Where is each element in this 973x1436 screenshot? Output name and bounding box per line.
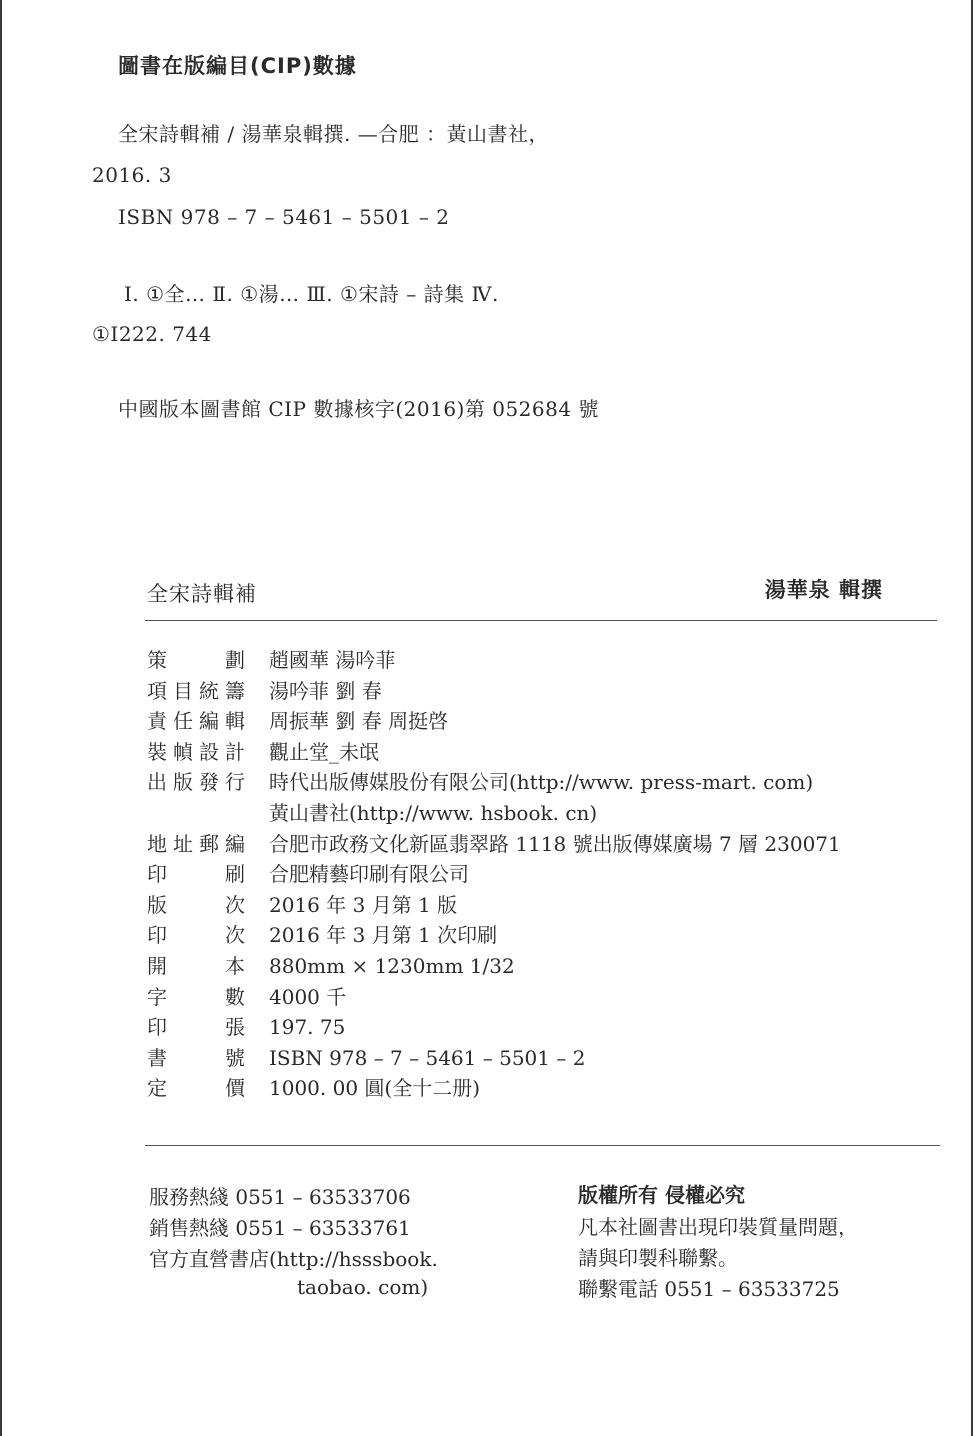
info-label-char: 次 [225,923,245,948]
info-label [147,1043,245,1073]
info-label-char: 開 [147,954,167,978]
info-label [147,859,245,889]
cip-line: 2016. 3 [92,163,172,187]
cip-classification: Ⅰ. ①全… Ⅱ. ①湯… Ⅲ. ①宋詩 – 詩集 Ⅳ. [124,282,499,306]
info-label-char: 出 [147,770,167,795]
info-label-char: 印 [147,862,167,887]
info-value: 1000. 00 圓(全十二册) [269,1076,481,1101]
info-label-char: 版 [173,770,193,795]
copyright-notice: 版權所有 侵權必究 [578,1183,745,1207]
official-store-url: taobao. com) [297,1275,429,1299]
official-store: 官方直營書店(http://hsssbook. [149,1247,438,1271]
info-value: 2016 年 3 月第 1 版 [269,892,458,917]
info-label-char: 印 [147,923,167,948]
info-label-char: 數 [225,984,245,1009]
info-label [147,982,245,1012]
info-label-char: 刷 [225,862,245,887]
divider-top [145,620,937,621]
info-label-char: 字 [147,984,167,1009]
info-label [147,1073,245,1103]
cip-line: ISBN 978 – 7 – 5461 – 5501 – 2 [118,205,450,229]
info-label [147,737,245,767]
info-label-char: 編 [225,831,245,856]
info-label-char: 輯 [225,709,245,734]
cip-record-number: 中國版本圖書館 CIP 數據核字(2016)第 052684 號 [118,397,599,421]
cip-line: 全宋詩輯補 / 湯華泉輯撰. —合肥 ：黃山書社， [118,122,550,146]
info-label-char: 裝 [147,739,167,764]
info-value: 4000 千 [269,984,347,1009]
info-label [147,829,245,859]
info-label-char: 印 [147,1015,167,1040]
info-label-char: 行 [225,770,245,795]
info-label-char: 次 [225,892,245,917]
info-value: 2016 年 3 月第 1 次印刷 [269,923,498,948]
info-label [147,767,245,797]
book-title: 全宋詩輯補 [147,582,257,606]
info-label-char: 任 [173,709,193,734]
info-label [147,645,245,675]
info-value: 880mm × 1230mm 1/32 [269,954,515,978]
quality-notice: 凡本社圖書出現印裝質量問題， [578,1215,858,1239]
service-hotline: 服務熱綫 0551 – 63533706 [149,1185,411,1209]
info-label-char: 目 [173,678,193,703]
info-label [147,890,245,920]
info-label-char: 編 [199,709,219,734]
info-value: 黃山書社(http://www. hsbook. cn) [269,801,598,825]
info-label-char: 郵 [199,831,219,856]
info-label [147,676,245,706]
info-label [147,951,245,981]
info-label-char: 號 [225,1045,245,1070]
info-label-char: 址 [173,831,193,856]
info-label-char: 定 [147,1076,167,1101]
info-value: 合肥市政務文化新區翡翠路 1118 號出版傳媒廣場 7 層 230071 [269,831,841,856]
info-label-char: 計 [225,739,245,764]
info-label-char: 劃 [225,648,245,672]
info-label-char: 責 [147,709,167,734]
book-author: 湯華泉 輯撰 [764,578,883,602]
divider-bottom [145,1145,940,1146]
info-value: 湯吟菲 劉 春 [269,678,382,703]
info-label-char: 項 [147,678,167,703]
info-value: 時代出版傳媒股份有限公司(http://www. press-mart. com) [269,770,814,795]
info-value: 197. 75 [269,1015,346,1040]
info-value: ISBN 978 – 7 – 5461 – 5501 – 2 [269,1045,586,1070]
info-value: 合肥精藝印刷有限公司 [269,862,469,887]
cip-heading: 圖書在版編目(CIP)數據 [118,54,357,78]
info-label-char: 書 [147,1045,167,1070]
info-label-char: 張 [225,1015,245,1040]
info-value: 觀止堂_未氓 [269,739,379,764]
info-label-char: 籌 [225,678,245,703]
info-value: 趙國華 湯吟菲 [269,648,396,672]
info-label-char: 地 [147,831,167,856]
info-label [147,920,245,950]
info-label-char: 統 [199,678,219,703]
quality-notice-2: 請與印製科聯繫。 [578,1246,738,1270]
info-label [147,706,245,736]
contact-phone: 聯繫電話 0551 – 63533725 [578,1277,840,1301]
info-label-char: 版 [147,892,167,917]
info-label-char: 發 [199,770,219,795]
info-value: 周振華 劉 春 周挺啓 [269,709,449,734]
info-label-char: 設 [199,739,219,764]
info-label-char: 本 [225,954,245,978]
info-label-char: 幀 [173,739,193,764]
cip-classification-number: ①I222. 744 [92,322,212,346]
info-label-char: 策 [147,648,167,672]
sales-hotline: 銷售熱綫 0551 – 63533761 [149,1216,411,1240]
info-label [147,1012,245,1042]
info-label-char: 價 [225,1076,245,1101]
